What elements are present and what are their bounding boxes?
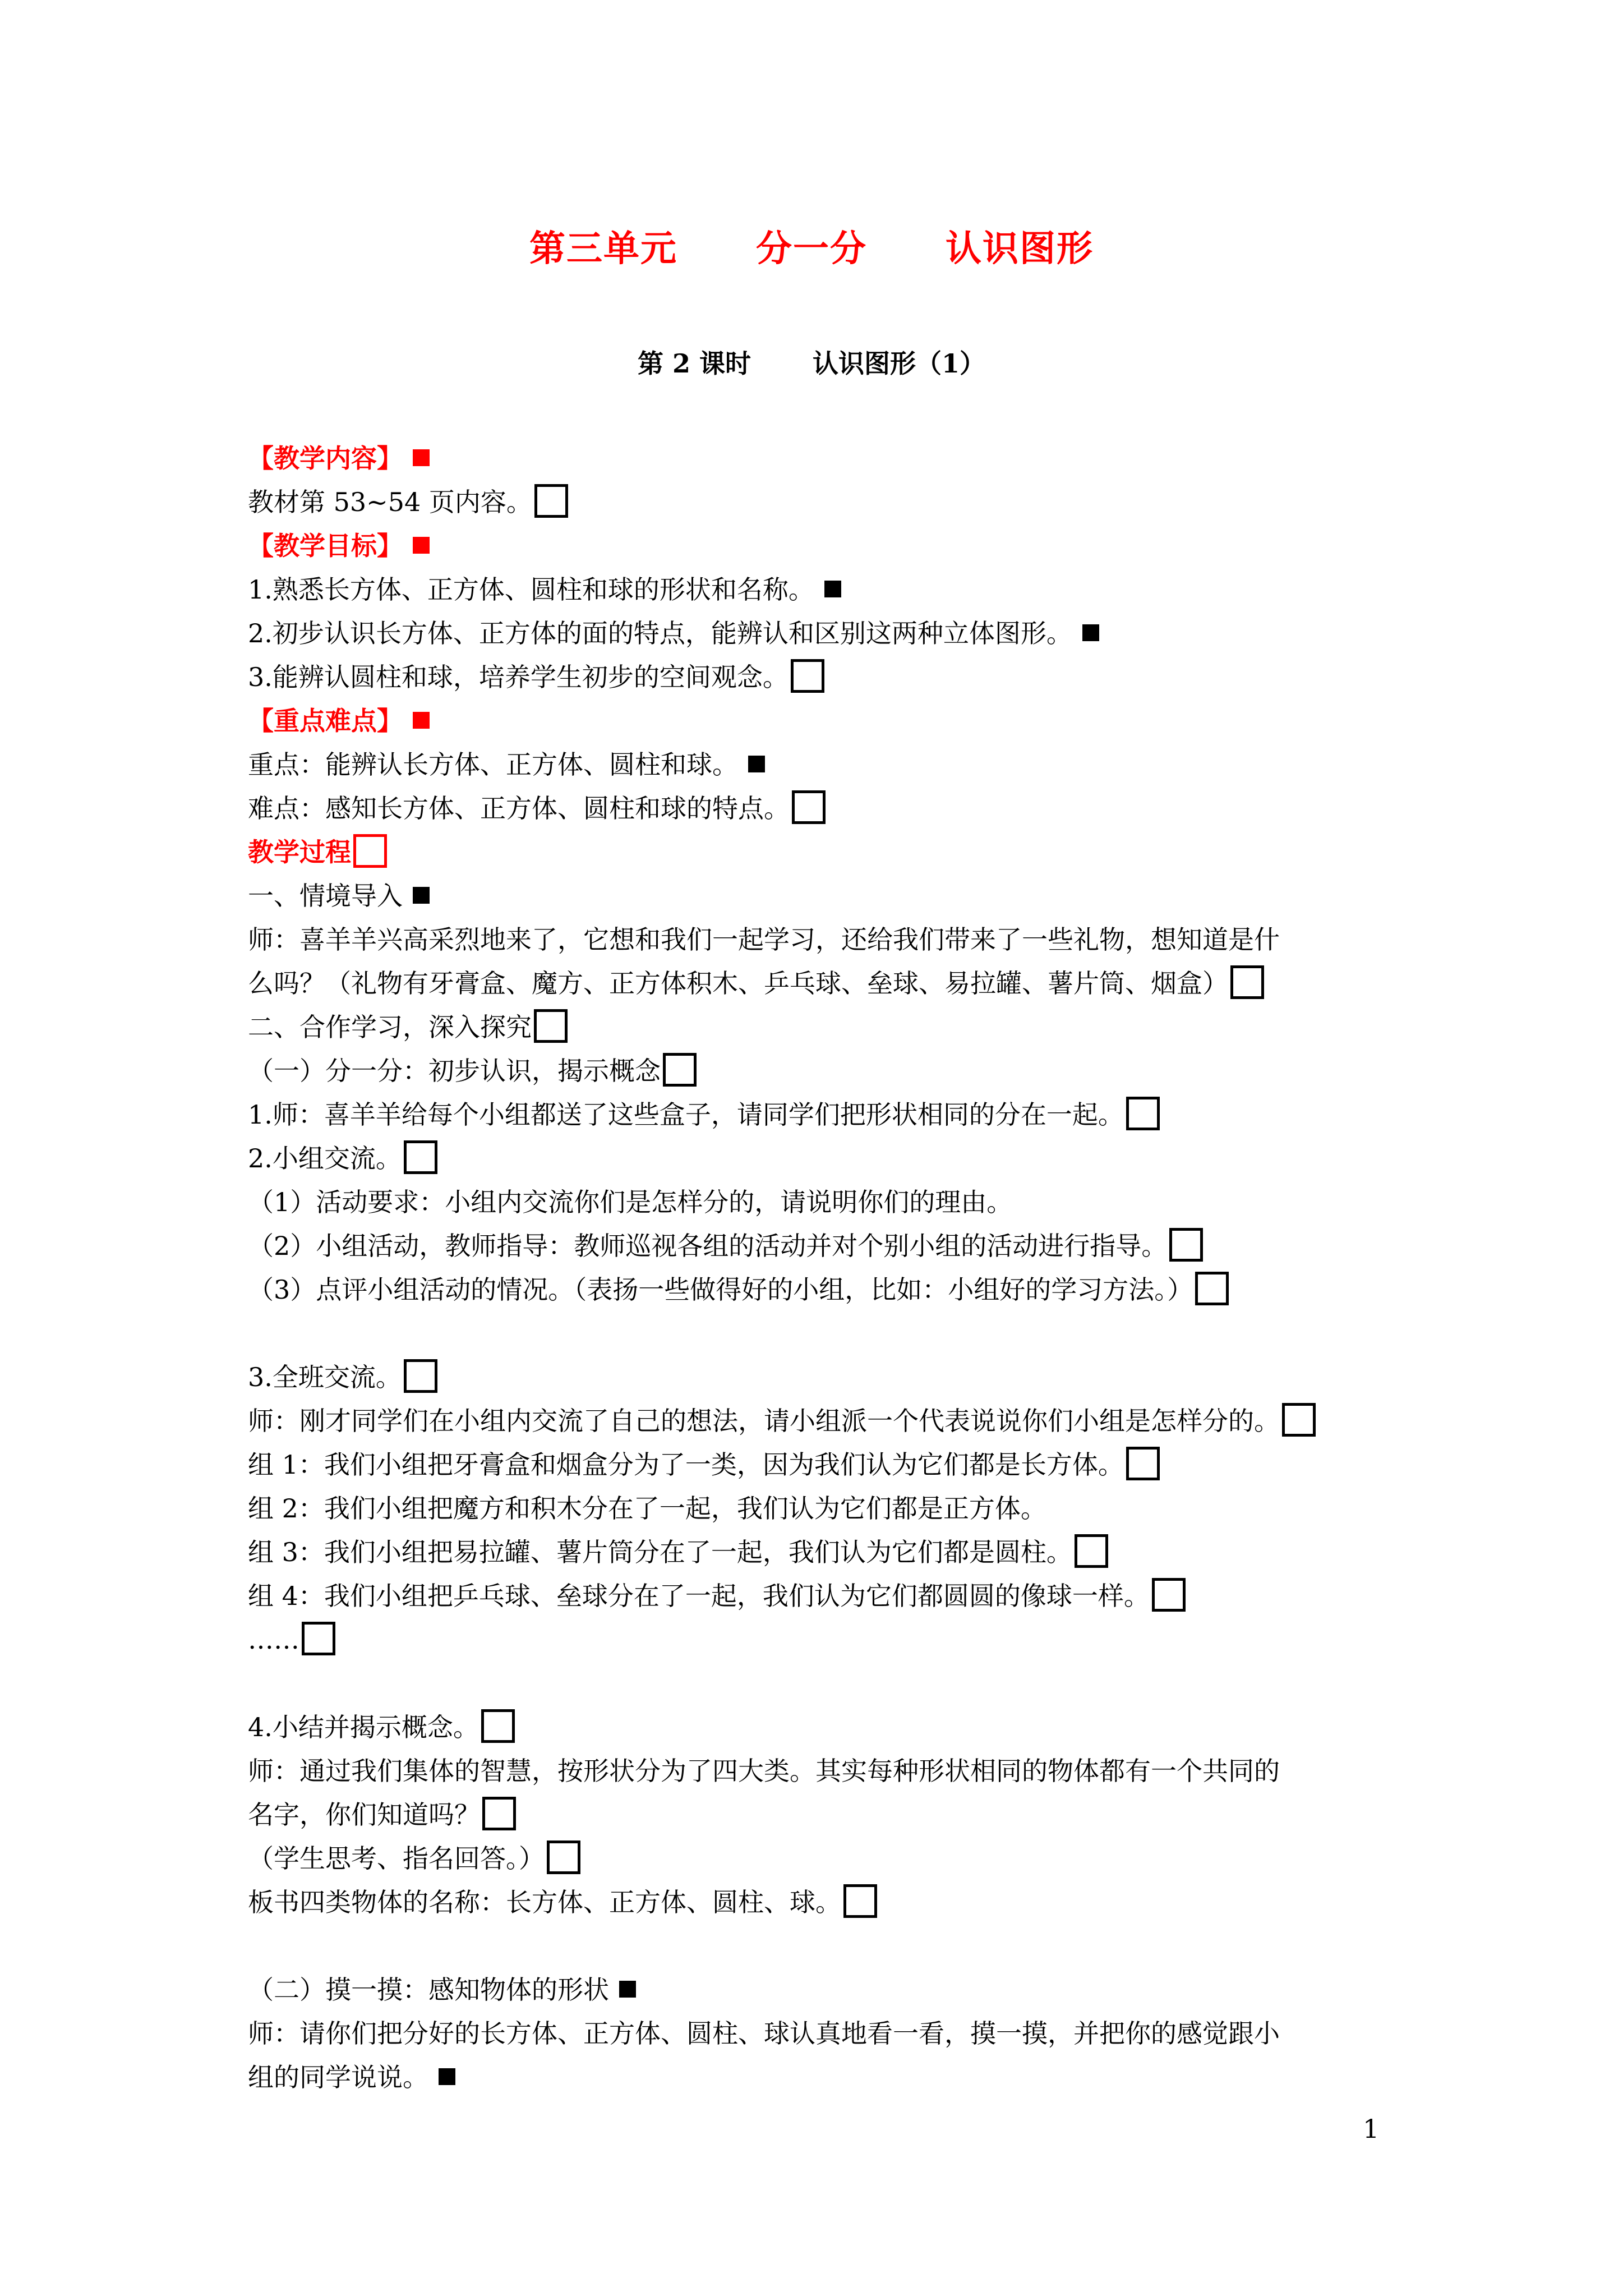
text-line [248,480,1398,524]
filled-square-icon [619,1981,636,1998]
empty-box-icon [302,1622,335,1655]
empty-box-icon [663,1053,697,1087]
filled-square-icon [413,712,430,729]
line-text: 3.能辨认圆柱和球，培养学生初步的空间观念。 [248,662,789,692]
line-text: 【教学目标】 [248,531,403,561]
text-line [248,611,1398,655]
text-line [248,1180,1398,1224]
line-text: 教材第 53~54 页内容。 [248,487,532,517]
text-line [248,1618,1398,1662]
text-line [248,2012,1398,2055]
text-line [248,874,1398,918]
lesson-number: 第 2 课时 [637,348,751,379]
filled-square-icon [748,756,765,772]
blank-line [248,1662,1398,1705]
text-line [248,1487,1398,1530]
text-line [248,918,1398,961]
filled-square-icon [413,537,430,554]
empty-box-icon [547,1841,580,1874]
line-text: 组 2：我们小组把魔方和积木分在了一起，我们认为它们都是正方体。 [248,1493,1046,1524]
empty-box-icon [534,1009,568,1043]
line-text: 组 4：我们小组把乒乓球、垒球分在了一起，我们认为它们都圆圆的像球一样。 [248,1581,1150,1611]
empty-box-icon [404,1140,437,1174]
lesson-subtitle [0,343,1623,380]
line-text: （3）点评小组活动的情况。（表扬一些做得好的小组，比如：小组好的学习方法。） [248,1274,1193,1305]
text-line [248,1749,1398,1793]
line-text: 组的同学说说。 [248,2062,428,2092]
empty-box-icon [1152,1578,1186,1612]
empty-box-icon [1075,1534,1108,1568]
line-text: 师：请你们把分好的长方体、正方体、圆柱、球认真地看一看，摸一摸，并把你的感觉跟小 [248,2018,1280,2049]
text-line [248,2055,1398,2099]
empty-box-icon [792,790,826,824]
text-line [248,1137,1398,1180]
line-text: （2）小组活动，教师指导：教师巡视各组的活动并对个别小组的活动进行指导。 [248,1231,1168,1261]
empty-box-icon [1230,965,1264,999]
text-line [248,1268,1398,1312]
text-line [248,1705,1398,1749]
line-text: 4.小结并揭示概念。 [248,1712,479,1742]
line-text: 1.师：喜羊羊给每个小组都送了这些盒子，请同学们把形状相同的分在一起。 [248,1099,1124,1130]
text-line [248,568,1398,611]
line-text: 一、情境导入 [248,881,403,911]
filled-square-icon [413,887,430,904]
line-text: 2.小组交流。 [248,1143,402,1174]
unit-title-part-3: 认识图形 [946,228,1094,270]
text-line [248,1574,1398,1618]
filled-square-icon [413,449,430,466]
text-line [248,1837,1398,1880]
line-text: 2.初步认识长方体、正方体的面的特点，能辨认和区别这两种立体图形。 [248,618,1072,648]
line-text: 教学过程 [248,837,351,867]
empty-box-icon [481,1709,515,1743]
text-line [248,961,1398,1005]
line-text: …… [248,1625,299,1655]
text-line [248,786,1398,830]
line-text: （1）活动要求：小组内交流你们是怎样分的，请说明你们的理由。 [248,1187,1013,1217]
text-line [248,655,1398,699]
text-line [248,1224,1398,1268]
line-text: 么吗？（礼物有牙膏盒、魔方、正方体积木、乒乓球、垒球、易拉罐、薯片筒、烟盒） [248,968,1228,999]
empty-box-icon [791,659,824,693]
line-text: （二）摸一摸：感知物体的形状 [248,1975,609,2005]
line-text: 【教学内容】 [248,443,403,473]
lesson-topic: 认识图形（1） [813,348,986,379]
unit-title-part-1: 第三单元 [529,228,677,270]
section-heading [248,524,1398,568]
section-heading [248,830,1398,874]
empty-box-icon [1169,1228,1203,1262]
empty-box-icon [1126,1447,1160,1480]
filled-square-icon [439,2068,455,2085]
line-text: 板书四类物体的名称：长方体、正方体、圆柱、球。 [248,1887,841,1917]
text-line [248,1880,1398,1924]
section-heading [248,699,1398,743]
line-text: 3.全班交流。 [248,1362,402,1392]
empty-box-icon [1195,1272,1229,1305]
line-text: 师：喜羊羊兴高采烈地来了，它想和我们一起学习，还给我们带来了一些礼物，想知道是什 [248,924,1280,955]
line-text: 师：刚才同学们在小组内交流了自己的想法，请小组派一个代表说说你们小组是怎样分的。 [248,1406,1280,1436]
text-line [248,1093,1398,1137]
filled-square-icon [824,581,841,597]
filled-square-icon [1082,624,1099,641]
unit-title [0,220,1623,272]
line-text: 名字，你们知道吗？ [248,1800,480,1830]
text-line [248,1399,1398,1443]
lesson-body [248,436,1398,2099]
line-text: 难点：感知长方体、正方体、圆柱和球的特点。 [248,793,790,823]
text-line [248,1355,1398,1399]
text-line [248,1443,1398,1487]
unit-title-part-2: 分一分 [756,228,867,270]
line-text: 1.熟悉长方体、正方体、圆柱和球的形状和名称。 [248,574,814,605]
text-line [248,1005,1398,1049]
empty-box-icon [404,1359,437,1393]
empty-box-icon [1282,1403,1316,1437]
empty-box-icon [482,1797,516,1830]
text-line [248,1530,1398,1574]
line-text: （一）分一分：初步认识，揭示概念 [248,1056,661,1086]
blank-line [248,1924,1398,1968]
empty-box-icon [353,834,387,868]
line-text: 组 1：我们小组把牙膏盒和烟盒分为了一类，因为我们认为它们都是长方体。 [248,1450,1124,1480]
page-number: 1 [1363,2114,1380,2144]
section-heading [248,436,1398,480]
text-line [248,1049,1398,1093]
line-text: 师：通过我们集体的智慧，按形状分为了四大类。其实每种形状相同的物体都有一个共同的 [248,1756,1280,1786]
empty-box-icon [1126,1097,1160,1130]
text-line [248,1968,1398,2012]
line-text: （学生思考、指名回答。） [248,1843,545,1874]
text-line [248,1793,1398,1837]
line-text: 【重点难点】 [248,706,403,736]
line-text: 二、合作学习，深入探究 [248,1012,532,1042]
text-line [248,743,1398,786]
blank-line [248,1312,1398,1355]
line-text: 重点：能辨认长方体、正方体、圆柱和球。 [248,749,738,780]
empty-box-icon [843,1884,877,1918]
empty-box-icon [534,484,568,518]
line-text: 组 3：我们小组把易拉罐、薯片筒分在了一起，我们认为它们都是圆柱。 [248,1537,1072,1567]
